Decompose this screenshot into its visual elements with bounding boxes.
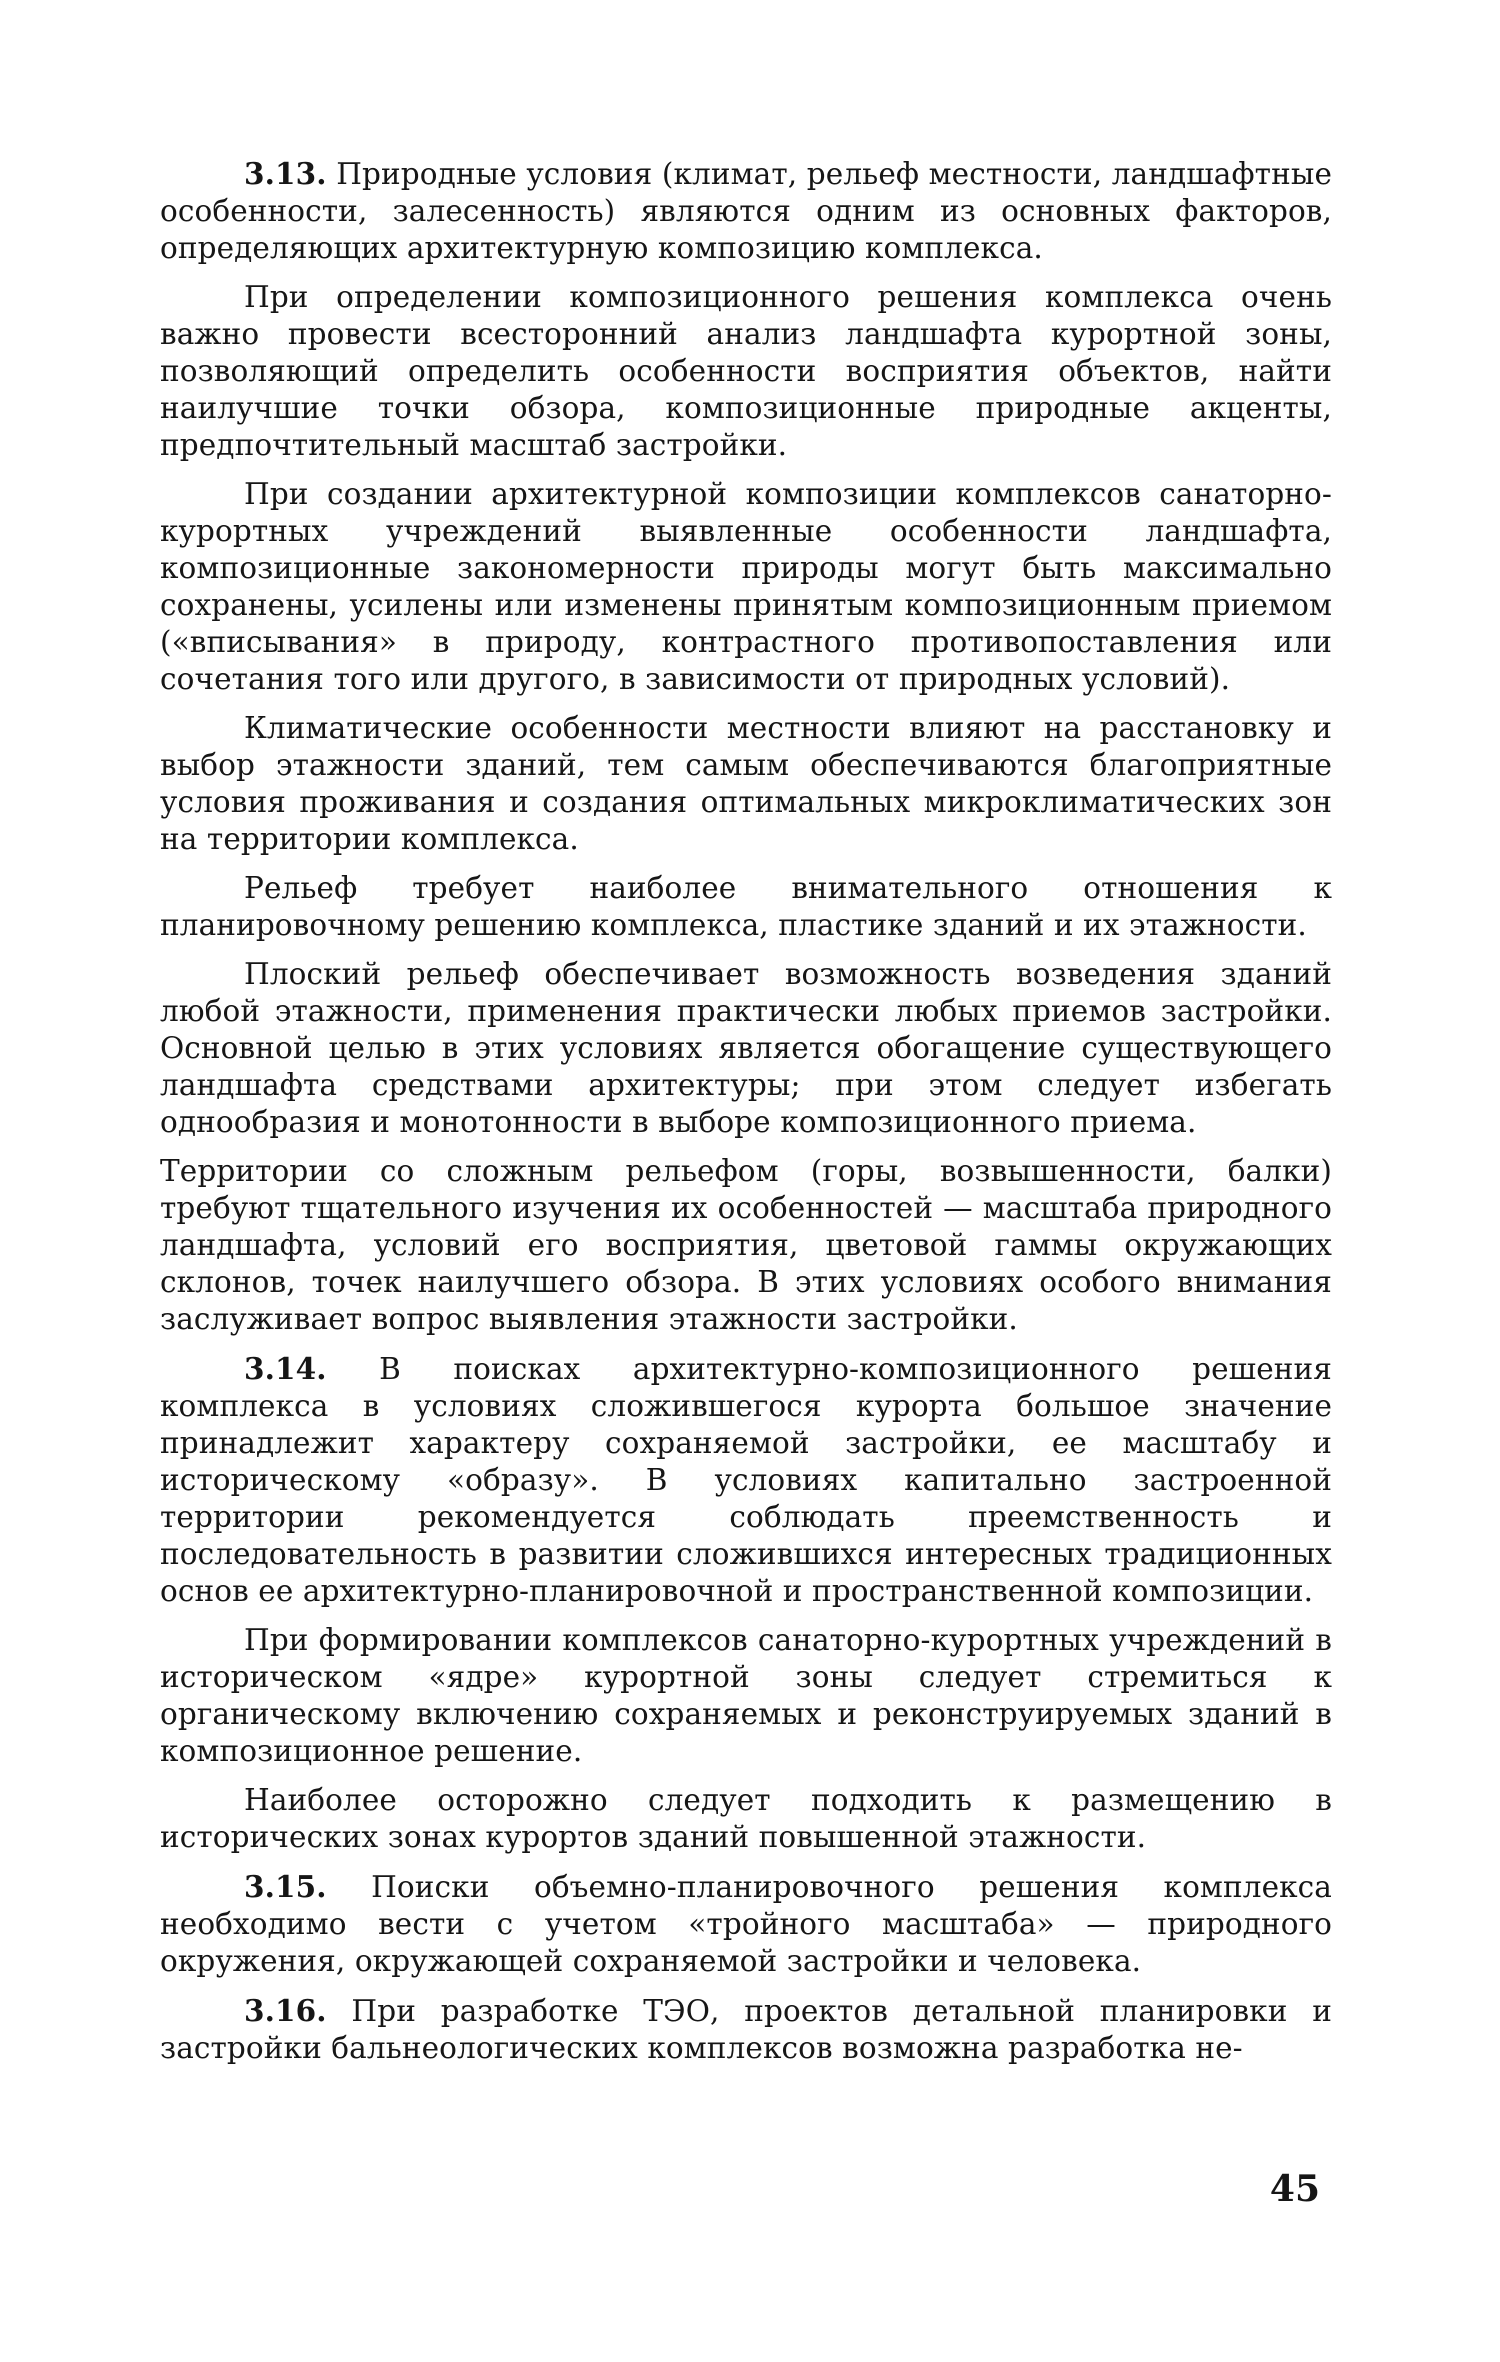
section-number: 3.15. [244, 1869, 327, 1904]
paragraph [160, 710, 1332, 858]
paragraph-text: Территории со сложным рельефом (горы, возвышенности, балки) требуют тщательного изучения их особенностей — масштаба природного ландшафта, условий его восприятия, цветовой гаммы окружающих склонов, точек наилучшего обзора. В этих условиях особого внимания заслуживает вопрос выявления этажности застройки. [160, 1154, 1332, 1336]
section-number: 3.16. [244, 1993, 327, 2028]
paragraph-text: В поисках архитектурно-композиционного решения комплекса в условиях сложившегося курорта большое значение принадлежит характеру сохраняемой застройки, ее масштабу и историческому «образу». В условиях капитально застроенной территории рекомендуется соблюдать преемственность и последовательность в развитии сложившихся интересных традиционных основ ее архитектурно-планировочной и пространственной композиции. [160, 1352, 1332, 1608]
paragraph [160, 1153, 1332, 1338]
paragraph-text: Плоский рельеф обеспечивает возможность возведения зданий любой этажности, применения практически любых приемов застройки. Основной целью в этих условиях является обогащение существующего ландшафта средствами архитектуры; при этом следует избегать однообразия и монотонности в выборе композиционного приема. [160, 957, 1332, 1139]
paragraph-text: При создании архитектурной композиции комплексов санаторно-курортных учреждений выявленные особенности ландшафта, композиционные закономерности природы могут быть максимально сохранены, усилены или изменены принятым композиционным приемом («вписывания» в природу, контрастного противопоставления или сочетания того или другого, в зависимости от природных условий). [160, 477, 1332, 696]
page-text [160, 155, 1332, 2079]
paragraph-text: При формировании комплексов санаторно-курортных учреждений в историческом «ядре» курортной зоны следует стремиться к органическому включению сохраняемых и реконструируемых зданий в композиционное решение. [160, 1623, 1332, 1768]
paragraph [160, 1782, 1332, 1856]
paragraph-3-15 [160, 1868, 1332, 1980]
paragraph-text: При определении композиционного решения комплекса очень важно провести всесторонний анализ ландшафта курортной зоны, позволяющий определить особенности восприятия объектов, найти наилучшие точки обзора, композиционные природные акценты, предпочтительный масштаб застройки. [160, 280, 1332, 462]
section-number: 3.13. [244, 156, 327, 191]
paragraph-text: При разработке ТЭО, проектов детальной планировки и застройки бальнеологических комплексов возможна разработка не- [160, 1994, 1332, 2065]
paragraph-text: Природные условия (климат, рельеф местности, ландшафтные особенности, залесенность) являются одним из основных факторов, определяющих архитектурную композицию комплекса. [160, 157, 1332, 265]
page-number: 45 [1269, 2168, 1320, 2210]
paragraph-text: Климатические особенности местности влияют на расстановку и выбор этажности зданий, тем самым обеспечиваются благоприятные условия проживания и создания оптимальных микроклиматических зон на территории комплекса. [160, 711, 1332, 856]
paragraph-text: Наиболее осторожно следует подходить к размещению в исторических зонах курортов зданий повышенной этажности. [160, 1783, 1332, 1854]
paragraph [160, 279, 1332, 464]
paragraph [160, 1622, 1332, 1770]
paragraph [160, 476, 1332, 698]
paragraph [160, 870, 1332, 944]
paragraph-3-13 [160, 155, 1332, 267]
paragraph-3-14 [160, 1350, 1332, 1610]
section-number: 3.14. [244, 1351, 327, 1386]
paragraph-text: Рельеф требует наиболее внимательного отношения к планировочному решению комплекса, пластике зданий и их этажности. [160, 871, 1332, 942]
paragraph-text: Поиски объемно-планировочного решения комплекса необходимо вести с учетом «тройного масштаба» — природного окружения, окружающей сохраняемой застройки и человека. [160, 1870, 1332, 1978]
paragraph-3-16 [160, 1992, 1332, 2067]
paragraph [160, 956, 1332, 1141]
